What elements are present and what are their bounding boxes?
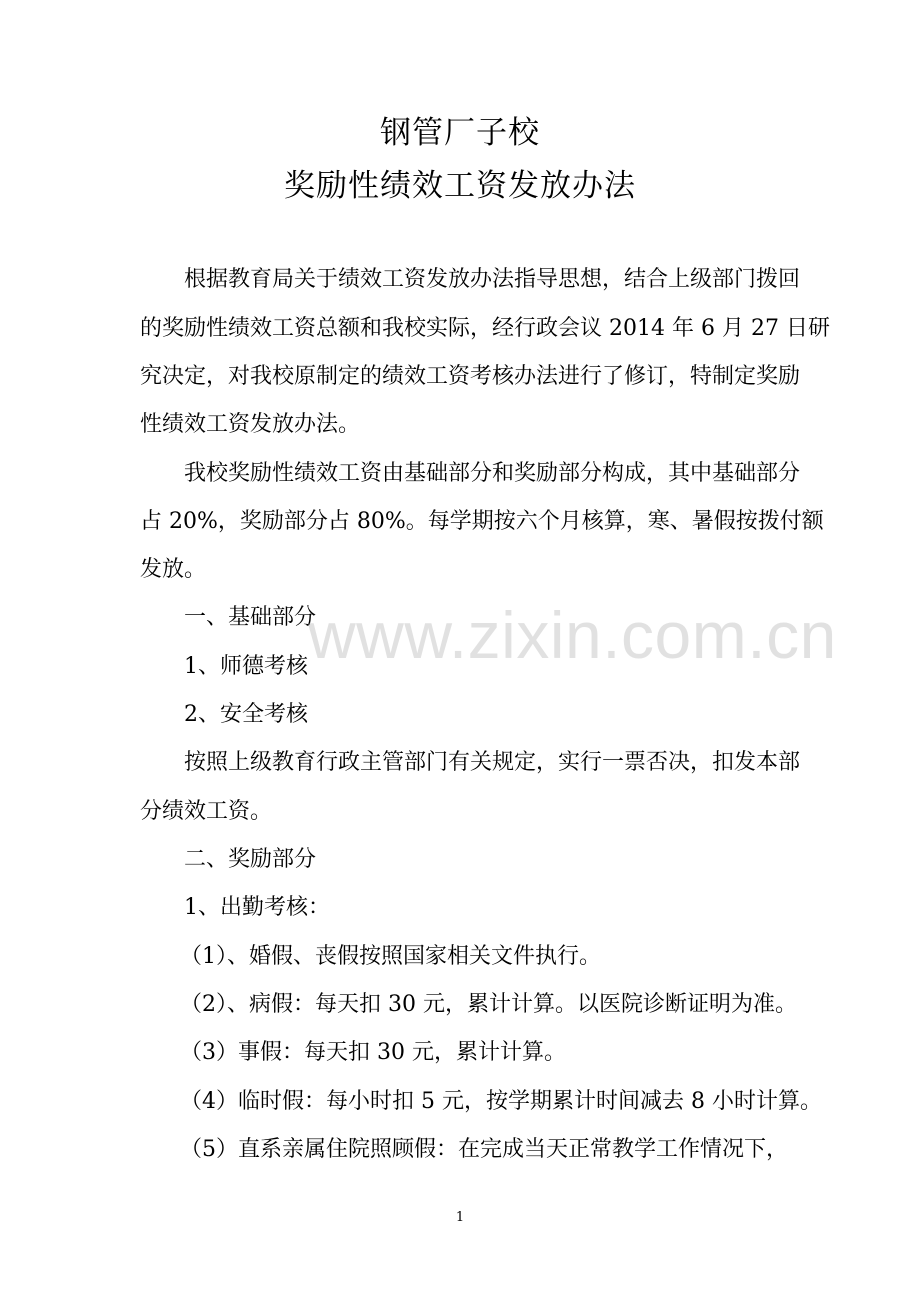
paragraph-2-line-1: 我校奖励性绩效工资由基础部分和奖励部分构成，其中基础部分 (184, 461, 801, 486)
section-heading-reward: 二、奖励部分 (184, 847, 317, 872)
paragraph-2-line-2: 占 20%，奖励部分占 80%。每学期按六个月核算，寒、暑假按拨付额 (140, 509, 824, 534)
item-attendance-assessment: 1、出勤考核： (184, 895, 330, 920)
section-heading-basic: 一、基础部分 (184, 605, 317, 630)
page-number: 1 (455, 1210, 465, 1225)
school-name: 钢管厂子校 (380, 115, 540, 151)
rule-line-1: （1）、婚假、丧假按照国家相关文件执行。 (180, 944, 601, 969)
paragraph-1-line-3: 究决定，对我校原制定的绩效工资考核办法进行了修订，特制定奖励 (140, 364, 801, 389)
item-safety-assessment: 2、安全考核 (184, 702, 308, 727)
paragraph-3-line-1: 按照上级教育行政主管部门有关规定，实行一票否决，扣发本部 (184, 750, 801, 775)
rule-line-3: （3）事假：每天扣 30 元，累计计算。 (180, 1040, 566, 1065)
paragraph-1-line-1: 根据教育局关于绩效工资发放办法指导思想，结合上级部门拨回 (184, 267, 801, 292)
rule-line-5: （5）直系亲属住院照顾假：在完成当天正常教学工作情况下， (180, 1137, 788, 1162)
paragraph-1-line-2: 的奖励性绩效工资总额和我校实际，经行政会议 2014 年 6 月 27 日研 (140, 316, 830, 341)
site-watermark: www.zixin.com.cn (308, 598, 837, 672)
rule-line-4: （4）临时假：每小时扣 5 元，按学期累计时间减去 8 小时计算。 (180, 1089, 822, 1114)
paragraph-1-line-4: 性绩效工资发放办法。 (140, 412, 361, 437)
document-title: 奖励性绩效工资发放办法 (284, 168, 636, 204)
rule-line-2: （2）、病假：每天扣 30 元，累计计算。以医院诊断证明为准。 (180, 992, 797, 1017)
paragraph-3-line-2: 分绩效工资。 (140, 799, 273, 824)
item-ethics-assessment: 1、师德考核 (184, 654, 308, 679)
paragraph-2-line-3: 发放。 (140, 557, 207, 582)
